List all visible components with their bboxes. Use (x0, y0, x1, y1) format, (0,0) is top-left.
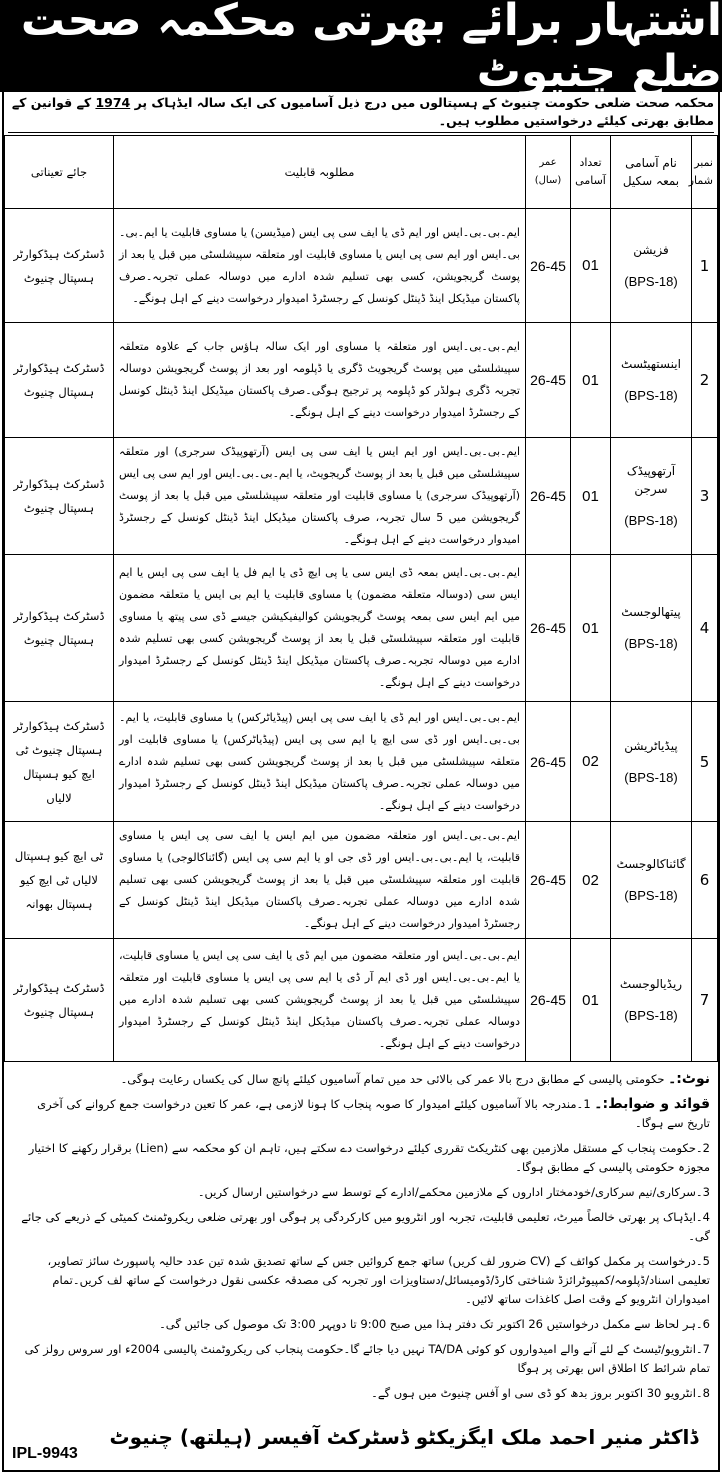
table-header (5, 136, 718, 209)
post-name (611, 822, 692, 939)
qualification-text: ایم۔بی۔بی۔ایس اور متعلقہ مضمون میں ایم ڈی یا ایف سی پی ایس یا مساوی قابلیت، یا ایم۔بی۔بی۔ایس اور ڈی ایم آر ڈی یا ایم سی پی ایس یا مساوی قابلیت اور متعلقہ سپیشلسٹی میں قبل یا بعد از پوسٹ گریجویشن کسی بھی تسلیم شدہ ادارے میں دوسالہ عملی تجربہ۔صرف پاکستان میڈیکل اینڈ ڈینٹل کونسل کے رجسٹرڈ امیدوار درخواست دینے کے اہل ہونگے۔ (119, 949, 520, 1050)
posting-place: ڈسٹرکٹ ہیڈکوارٹر ہسپتال چنیوٹ (5, 438, 114, 555)
post-scale: (BPS-18) (624, 769, 678, 785)
post-title: فزیشن (633, 242, 669, 257)
age-limit: 26-45 (526, 555, 571, 702)
post-scale: (BPS-18) (624, 273, 678, 289)
post-title: اینستھیٹسٹ (621, 357, 681, 371)
header-qualification: مطلوبہ قابلیت (114, 136, 526, 209)
header-number: نمبر شمار (692, 136, 718, 209)
qualification (114, 555, 526, 702)
post-title: آرتھوپیڈک سرجن (626, 464, 676, 496)
notes-section (12, 1070, 710, 1409)
rules-label: قوائد و ضوابط:۔ (594, 1096, 710, 1112)
row-number: 1 (692, 209, 718, 323)
post-count: 01 (571, 939, 611, 1062)
post-scale: (BPS-18) (624, 513, 678, 528)
qualification-text: ایم۔بی۔بی۔ایس اور متعلقہ مضمون میں ایم ایس یا ایف سی پی ایس یا مساوی قابلیت، یا ایم۔بی۔بی۔ایس اور ڈی جی او یا ایم سی پی ایس (گائناکالوجی) یا مساوی قابلیت اور متعلقہ سپیشلسٹی میں قبل یا بعد از پوسٹ گریجویشن کسی بھی تسلیم شدہ ادارے میں دوسالہ عملی تجربہ۔صرف پاکستان میڈیکل اینڈ ڈینٹل کونسل کے رجسٹرڈ امیدوار درخواست دینے کے اہل ہونگے۔ (119, 829, 520, 930)
posting-place: ڈسٹرکٹ ہیڈکوارٹر ہسپتال چنیوٹ (5, 209, 114, 323)
intro-year: 1974 (95, 95, 131, 110)
post-name (611, 209, 692, 323)
ad-border (2, 92, 720, 1472)
post-scale: (BPS-18) (624, 888, 678, 903)
post-name (611, 323, 692, 438)
posting-place: ڈسٹرکٹ ہیڈکوارٹر ہسپتال چنیوٹ ٹی ایچ کیو ہسپتال لالیاں (5, 702, 114, 822)
qualification-text: ایم۔بی۔بی۔ایس بمعہ ڈی ایس سی یا پی ایچ ڈی یا ایم فل یا ایف سی پی ایس یا ایم ایس سی (دوسالہ متعلقہ مضمون) یا مساوی قابلیت یا ایم بی ایس یا متعلقہ مضمون میں ایم ایس سی بمعہ پوسٹ گریجویشن کوالیفیکیشن جیسے ڈی سی پیتھ یا مساوی قابلیت اور متعلقہ سپیشلسٹی قبل یا بعد از پوسٹ گریجویشن کسی بھی تسلیم شدہ ادارے میں دوسالہ تجربہ۔صرف پاکستان میڈیکل اینڈ ڈینٹل کونسل کے رجسٹرڈ امیدوار درخواست دینے کے اہل ہونگے۔ (119, 566, 520, 689)
post-scale: (BPS-18) (624, 636, 678, 651)
qualification (114, 209, 526, 323)
post-count: 02 (571, 822, 611, 939)
header-count: تعداد آسامی (571, 136, 611, 209)
qualification (114, 822, 526, 939)
intro-text: محکمہ صحت ضلعی حکومت چنیوٹ کے ہسپتالوں میں درج ذیل آسامیوں کی ایک سالہ ایڈہاک پر (130, 95, 714, 110)
post-count: 01 (571, 555, 611, 702)
table-row (5, 939, 718, 1062)
post-scale: (BPS-18) (624, 1008, 678, 1023)
rule-5: 5۔درخواست پر مکمل کوائف کے (CV ضرور لف کریں) ساتھ جمع کروائیں جس کے ساتھ تصدیق شدہ تین عدد حالیہ پاسپورٹ سائز تصاویر، تعلیمی اسناد/ڈپلومہ/کمپیوٹرائزڈ شناختی کارڈ/ڈومیسائل/دستاویزات اور تجربہ کی مصدقہ عکسی نقول درخواست کے ساتھ لف کریں۔تمام امیدواران انٹرویو کے وقت اصل کاغذات ساتھ لائیں۔ (47, 1254, 710, 1306)
row-number: 2 (692, 323, 718, 438)
row-number: 7 (692, 939, 718, 1062)
post-count: 01 (571, 438, 611, 555)
row-number: 6 (692, 822, 718, 939)
age-limit: 26-45 (526, 323, 571, 438)
intro-text-end: کے قوانین کے مطابق بھرتی کیلئے درخواستیں مطلوب ہیں۔ (11, 95, 714, 128)
rule-1 (12, 1095, 710, 1133)
posting-place: ڈسٹرکٹ ہیڈکوارٹر ہسپتال چنیوٹ (5, 323, 114, 438)
rule-2: 2۔حکومت پنجاب کے مستقل ملازمین بھی کنٹریکٹ تقرری کیلئے درخواست دے سکتے ہیں، تاہم ان کو محکمہ سے (Lien) برقرار رکھنے کا اختیار مجوزہ حکومتی پالیسی کے مطابق ہوگا۔ (28, 1141, 710, 1174)
table-row (5, 555, 718, 702)
table-row (5, 209, 718, 323)
rule-3: 3۔سرکاری/نیم سرکاری/خودمختار اداروں کے ملازمین محکمے/ادارے کے توسط سے درخواستیں ارسال کریں۔ (197, 1185, 710, 1199)
post-title: گائناکالوجسٹ (616, 857, 686, 871)
rule-6: 6۔ہر لحاظ سے مکمل درخواستیں 26 اکتوبر تک دفتر ہذا میں صبح 9:00 تا دوپہر 3:00 تک موصول کی جائیں گی۔ (159, 1317, 710, 1331)
post-count: 01 (571, 209, 611, 323)
qualification (114, 702, 526, 822)
qualification-text: ایم۔بی۔بی۔ایس اور متعلقہ یا مساوی اور ایک سالہ ہاؤس جاب کے علاوہ متعلقہ سپیشلسٹی میں پوسٹ گریجویٹ ڈگری یا ڈپلومہ اور بعد از پوسٹ گریجویشن دوسالہ تجربہ ڈگری ہولڈر کو ڈپلومہ پر ترجیح ہوگی۔صرف پاکستان میڈیکل اینڈ ڈینٹل کونسل کے رجسٹرڈ امیدوار درخواست دینے کے اہل ہونگے۔ (119, 340, 520, 419)
note-text: حکومتی پالیسی کے مطابق درج بالا عمر کی بالائی حد میں تمام آسامیوں کیلئے پانچ سال کی یکساں رعایت ہوگی۔ (120, 1072, 665, 1086)
header-age: عمر (سال) (526, 136, 571, 209)
qualification (114, 939, 526, 1062)
post-count: 01 (571, 323, 611, 438)
age-limit: 26-45 (526, 939, 571, 1062)
footer (4, 1412, 718, 1470)
row-number: 5 (692, 702, 718, 822)
post-name (611, 702, 692, 822)
qualification (114, 323, 526, 438)
age-limit: 26-45 (526, 822, 571, 939)
post-title: پیتھالوجسٹ (621, 605, 681, 619)
note-label: نوٹ:۔ (668, 1071, 710, 1087)
post-title: ریڈیالوجسٹ (619, 977, 683, 991)
post-title: پیڈیاٹریشن (624, 738, 678, 753)
row-number: 3 (692, 438, 718, 555)
table-row (5, 822, 718, 939)
table-row (5, 438, 718, 555)
rule-text: 1۔مندرجہ بالا آسامیوں کیلئے امیدوار کا صوبہ پنجاب کا ہونا لازمی ہے، عمر کا تعین درخواست جمع کروانے کی آخری تاریخ سے ہوگا۔ (37, 1097, 710, 1130)
posting-place: ٹی ایچ کیو ہسپتال لالیاں ٹی ایچ کیو ہسپتال بھوانہ (5, 822, 114, 939)
post-name (611, 555, 692, 702)
qualification-text: ایم۔بی۔بی۔ایس اور ایم ایس یا ایف سی پی ایس (آرتھوپیڈک سرجری) اور متعلقہ سپیشلسٹی میں قبل یا بعد از پوسٹ گریجویٹ، یا ایم۔بی۔بی۔ایس اور ایم سی پی ایس (آرتھوپیڈک سرجری) یا مساوی قابلیت اور متعلقہ سپیشلسٹی میں قبل یا بعد از پوسٹ گریجویشن میں 5 سال تجربہ، صرف پاکستان میڈیکل اینڈ ڈینٹل کونسل کے رجسٹرڈ امیدوار درخواست دینے کے اہل ہونگے۔ (119, 445, 521, 546)
post-name (611, 438, 692, 555)
rule-8: 8۔انٹرویو 30 اکتوبر بروز بدھ کو ڈی سی او آفس چنیوٹ میں ہوں گے۔ (371, 1386, 710, 1400)
age-limit: 26-45 (526, 438, 571, 555)
qualification-text: ایم۔بی۔بی۔ایس اور ایم ڈی یا ایف سی پی ایس (میڈیسن) یا مساوی قابلیت یا ایم۔بی۔بی۔ایس اور ایم سی پی ایس یا مساوی قابلیت اور متعلقہ سپیشلسٹی میں قبل یا بعد از پوسٹ گریجویشن، کسی بھی تسلیم شدہ ادارے میں دوسالہ عملی تجربہ۔صرف پاکستان میڈیکل اینڈ ڈینٹل کونسل کے رجسٹرڈ امیدوار درخواست دینے کے اہل ہونگے۔ (119, 225, 520, 305)
signature: ڈاکٹر منیر احمد ملک ایگزیکٹو ڈسٹرکٹ آفیسر (ہیلتھ) چنیوٹ (109, 1425, 699, 1449)
ad-reference: IPL-9943 (12, 1445, 78, 1462)
posting-place: ڈسٹرکٹ ہیڈکوارٹر ہسپتال چنیوٹ (5, 555, 114, 702)
age-limit: 26-45 (526, 209, 571, 323)
header-place: جائے تعیناتی (5, 136, 114, 209)
post-scale: (BPS-18) (624, 388, 678, 403)
rule-4: 4۔ایڈہاک پر بھرتی خالصاً میرٹ، تعلیمی قابلیت، تجربہ اور انٹرویو میں کارکردگی پر ہوگی اور بھرتی ضلعی ریکروٹمنٹ کمیٹی کے ذریعے کی جائے گی۔ (21, 1210, 710, 1243)
table-row (5, 702, 718, 822)
note (12, 1070, 710, 1089)
post-name (611, 939, 692, 1062)
qualification-text: ایم۔بی۔بی۔ایس اور ایم ڈی یا ایف سی پی ایس (پیڈیاٹرکس) یا مساوی قابلیت، یا ایم۔بی۔بی۔ایس اور ڈی سی ایچ یا ایم سی پی ایس (پیڈیاٹرکس) یا مساوی قابلیت اور متعلقہ سپیشلسٹی میں قبل یا بعد از پوسٹ گریجویشن کسی بھی تسلیم شدہ ادارے میں دوسالہ عملی تجربہ۔صرف پاکستان میڈیکل اینڈ ڈینٹل کونسل کے رجسٹرڈ امیدوار درخواست دینے کے اہل ہونگے۔ (119, 710, 520, 812)
vacancies-table (4, 135, 718, 1062)
qualification (114, 438, 526, 555)
header-name: نام آسامی بمعہ سکیل (611, 136, 692, 209)
rule-7: 7۔انٹرویو/ٹیسٹ کے لئے آنے والے امیدواروں کو کوئی TA/DA نہیں دیا جائے گا۔حکومت پنجاب کی ریکروٹمنٹ پالیسی 2004ء اور سروس رولز کی تمام شرائط کا اطلاق اس بھرتی پر ہوگا (24, 1342, 710, 1375)
posting-place: ڈسٹرکٹ ہیڈکوارٹر ہسپتال چنیوٹ (5, 939, 114, 1062)
ad-title: اشتہار برائے بھرتی محکمہ صحت ضلع چنیوٹ (0, 0, 722, 92)
post-count: 02 (571, 702, 611, 822)
intro-line (8, 94, 714, 133)
table-row (5, 323, 718, 438)
age-limit: 26-45 (526, 702, 571, 822)
row-number: 4 (692, 555, 718, 702)
